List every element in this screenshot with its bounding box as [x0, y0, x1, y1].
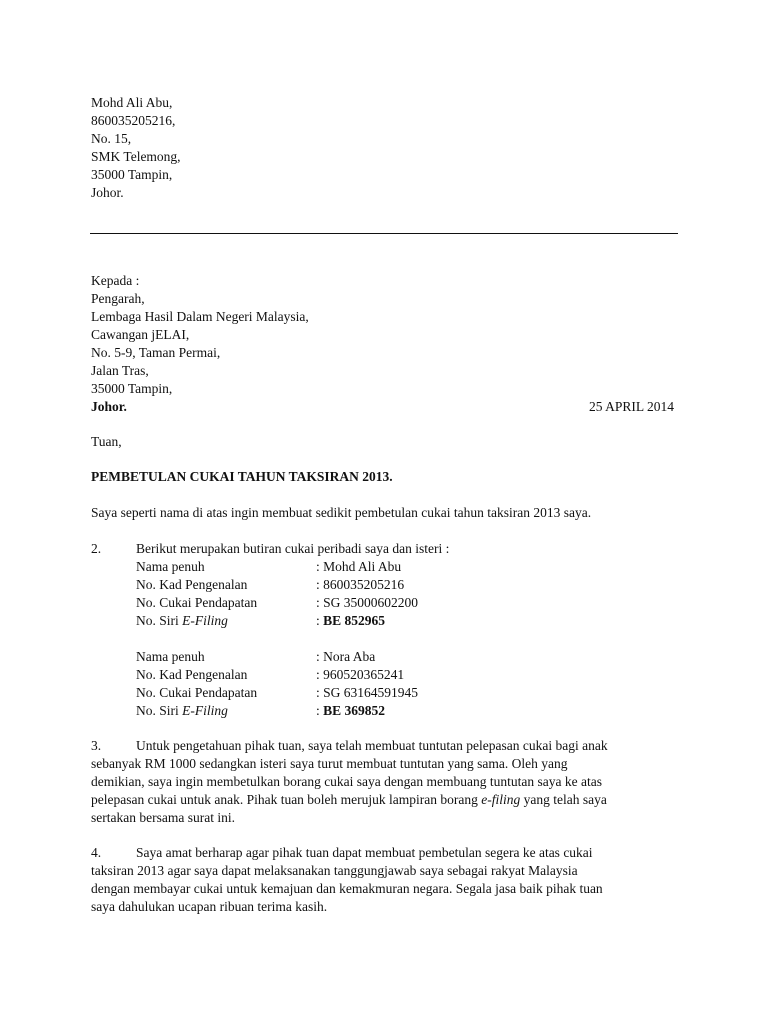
paragraph-emphasis: e-filing	[481, 792, 521, 807]
divider-line	[90, 233, 678, 234]
sender-line: 860035205216,	[91, 113, 176, 128]
detail-label-emphasis: E-Filing	[182, 703, 228, 718]
recipient-line: No. 5-9, Taman Permai,	[91, 345, 221, 360]
paragraph-line: demikian, saya ingin membetulkan borang cukai saya dengan membuang tuntutan saya ke atas	[91, 774, 602, 789]
detail-value: : SG 63164591945	[316, 685, 419, 700]
salutation: Tuan,	[91, 434, 122, 449]
sender-line: SMK Telemong,	[91, 149, 181, 164]
paragraph-line: taksiran 2013 agar saya dapat melaksanakan tanggungjawab saya sebagai rakyat Malaysia	[91, 863, 578, 878]
recipient-state: Johor.	[91, 399, 127, 414]
detail-value: : Nora Aba	[316, 649, 376, 664]
subject-heading: PEMBETULAN CUKAI TAHUN TAKSIRAN 2013.	[91, 469, 393, 484]
paragraph-line: sertakan bersama surat ini.	[91, 810, 235, 825]
detail-label-emphasis: E-Filing	[182, 613, 228, 628]
paragraph-number: 3.	[91, 738, 102, 753]
sender-line: 35000 Tampin,	[91, 167, 173, 182]
sender-line: Johor.	[91, 185, 124, 200]
paragraph-line: saya dahulukan ucapan ribuan terima kasih.	[91, 899, 328, 914]
detail-value: : SG 35000602200	[316, 595, 419, 610]
recipient-line: Jalan Tras,	[91, 363, 149, 378]
detail-value: : 960520365241	[316, 667, 405, 682]
paragraph-line: Saya amat berharap agar pihak tuan dapat membuat pembetulan segera ke atas cukai	[136, 845, 593, 860]
detail-value: : 860035205216	[316, 577, 405, 592]
efiling-number: BE 369852	[323, 703, 386, 718]
paragraph-text: yang telah saya	[520, 792, 607, 807]
paragraph-line: Untuk pengetahuan pihak tuan, saya telah membuat tuntutan pelepasan cukai bagi anak	[136, 738, 608, 753]
detail-label: Nama penuh	[136, 559, 205, 574]
recipient-line: Lembaga Hasil Dalam Negeri Malaysia,	[91, 309, 309, 324]
paragraph-2-intro: Berikut merupakan butiran cukai peribadi saya dan isteri :	[136, 541, 450, 556]
recipient-line: Pengarah,	[91, 291, 145, 306]
sender-line: No. 15,	[91, 131, 132, 146]
detail-label	[136, 702, 228, 720]
efiling-number: BE 852965	[323, 613, 386, 628]
recipient-line: 35000 Tampin,	[91, 381, 173, 396]
detail-label-text: No. Siri	[136, 703, 183, 718]
paragraph-line: sebanyak RM 1000 sedangkan isteri saya turut membuat tuntutan yang sama. Oleh yang	[91, 756, 568, 771]
detail-label: No. Cukai Pendapatan	[136, 685, 258, 700]
paragraph-line: dengan membayar cukai untuk kemajuan dan kemakmuran negara. Segala jasa baik pihak tuan	[91, 881, 603, 896]
paragraph-line	[91, 791, 607, 809]
recipient-line: Cawangan jELAI,	[91, 327, 190, 342]
detail-label: No. Kad Pengenalan	[136, 667, 248, 682]
detail-label: Nama penuh	[136, 649, 205, 664]
paragraph-1: Saya seperti nama di atas ingin membuat sedikit pembetulan cukai tahun taksiran 2013 saya.	[91, 505, 592, 520]
detail-value: : Mohd Ali Abu	[316, 559, 402, 574]
paragraph-number: 4.	[91, 845, 102, 860]
detail-value	[316, 612, 385, 630]
detail-colon: :	[316, 703, 324, 718]
detail-label: No. Kad Pengenalan	[136, 577, 248, 592]
paragraph-text: pelepasan cukai untuk anak. Pihak tuan boleh merujuk lampiran borang	[91, 792, 482, 807]
detail-value	[316, 702, 385, 720]
detail-colon: :	[316, 613, 324, 628]
detail-label	[136, 612, 228, 630]
sender-line: Mohd Ali Abu,	[91, 95, 173, 110]
recipient-line: Kepada :	[91, 273, 140, 288]
detail-label: No. Cukai Pendapatan	[136, 595, 258, 610]
paragraph-number: 2.	[91, 541, 102, 556]
detail-label-text: No. Siri	[136, 613, 183, 628]
letter-date: 25 APRIL 2014	[588, 399, 674, 414]
